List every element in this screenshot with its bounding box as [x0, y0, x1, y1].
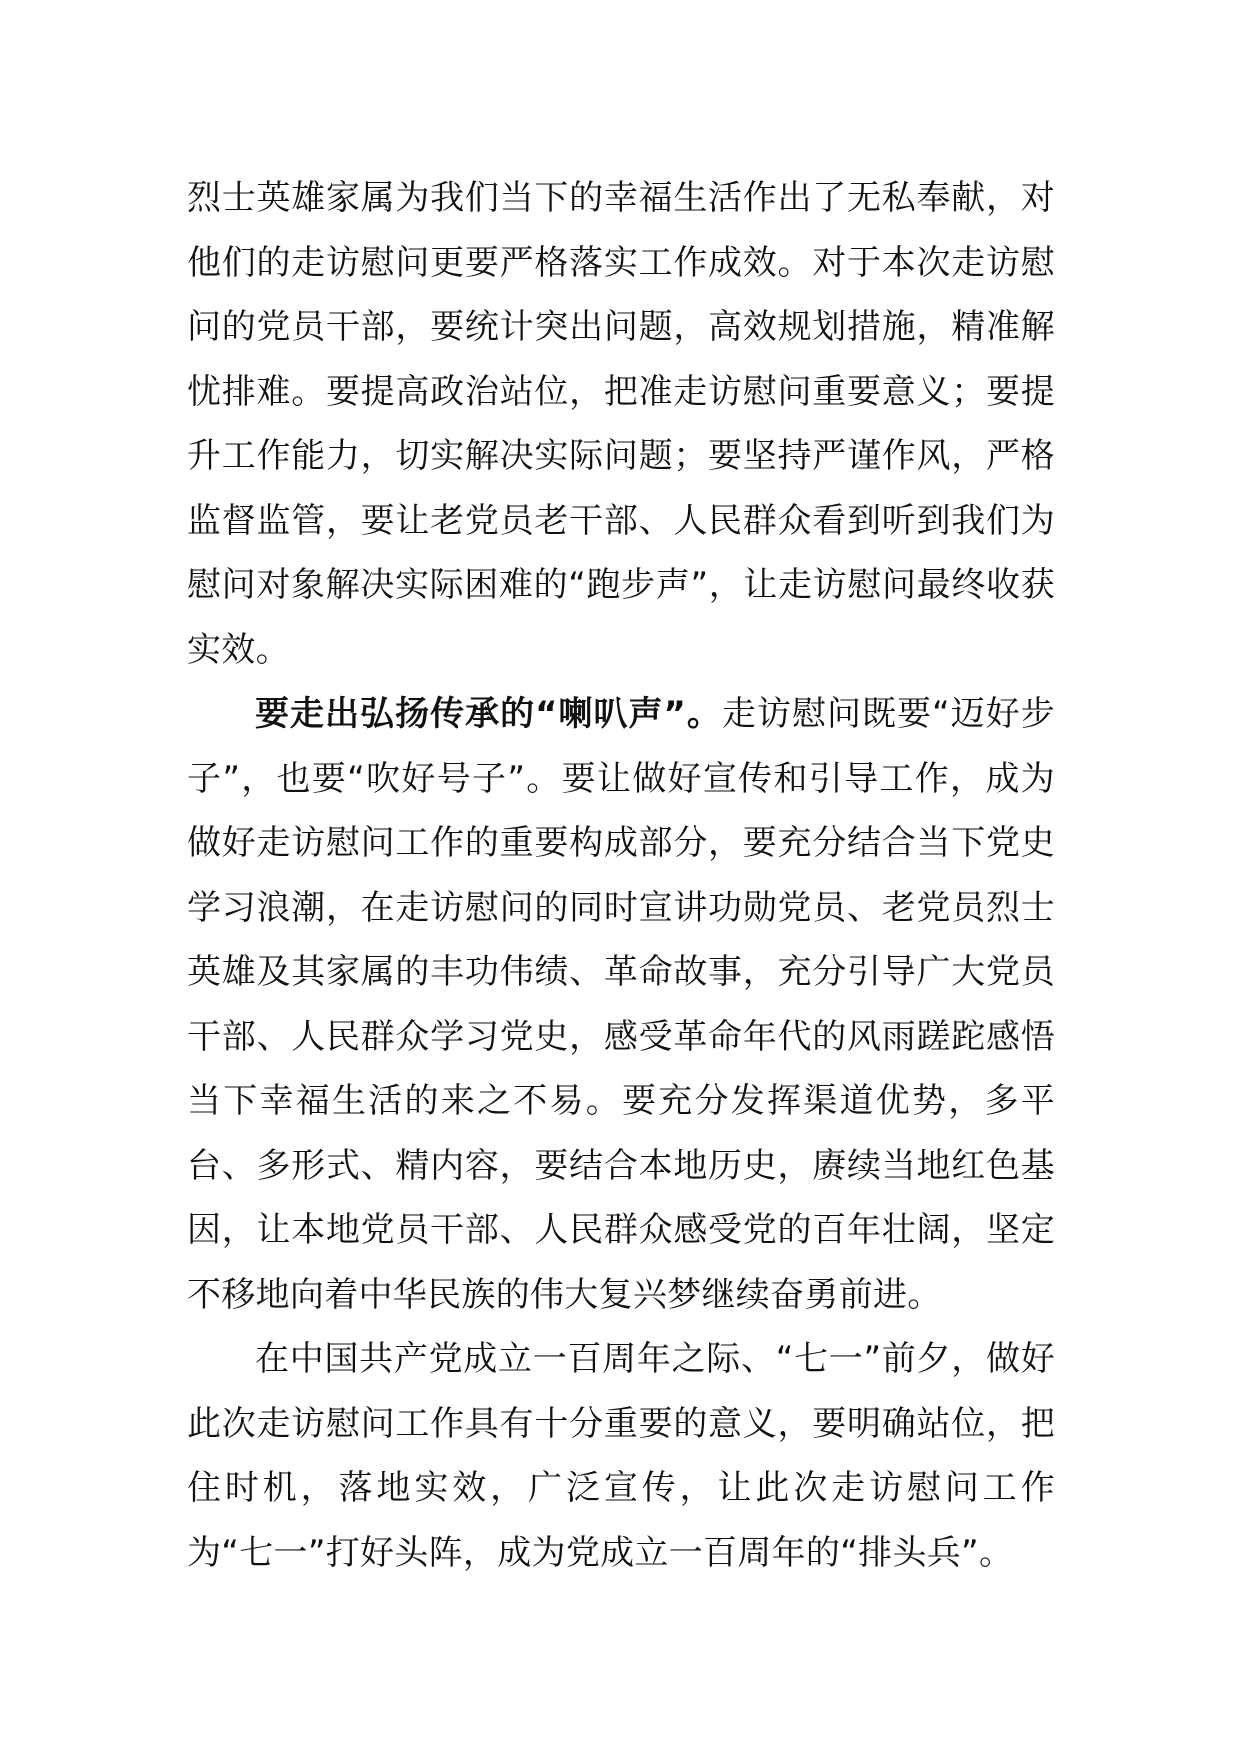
- paragraph-2: [187, 682, 1055, 1327]
- paragraph-1-text: 烈士英雄家属为我们当下的幸福生活作出了无私奉献，对他们的走访慰问更要严格落实工作成效。对于本次走访慰问的党员干部，要统计突出问题，高效规划措施，精准解忧排难。要提高政治站位，把准走访慰问重要意义；要提升工作能力，切实解决实际问题；要坚持严谨作风，严格监督监管，要让老党员老干部、人民群众看到听到我们为慰问对象解决实际困难的“跑步声”，让走访慰问最终收获实效。: [187, 178, 1055, 670]
- paragraph-3-text: 在中国共产党成立一百周年之际、“七一”前夕，做好此次走访慰问工作具有十分重要的意义，要明确站位，把住时机，落地实效，广泛宣传，让此次走访慰问工作为“七一”打好头阵，成为党成立一百周年的“排头兵”。: [187, 1339, 1055, 1573]
- document-body: [187, 166, 1055, 1585]
- paragraph-2-heading: 要走出弘扬传承的“喇叭声”。: [255, 694, 722, 734]
- paragraph-2-text: 走访慰问既要“迈好步子”，也要“吹好号子”。要让做好宣传和引导工作，成为做好走访慰问工作的重要构成部分，要充分结合当下党史学习浪潮，在走访慰问的同时宣讲功勋党员、老党员烈士英雄及其家属的丰功伟绩、革命故事，充分引导广大党员干部、人民群众学习党史，感受革命年代的风雨蹉跎感悟当下幸福生活的来之不易。要充分发挥渠道优势，多平台、多形式、精内容，要结合本地历史，赓续当地红色基因，让本地党员干部、人民群众感受党的百年壮阔，坚定不移地向着中华民族的伟大复兴梦继续奋勇前进。: [187, 694, 1056, 1315]
- paragraph-3: [187, 1327, 1055, 1585]
- paragraph-1: [187, 166, 1055, 682]
